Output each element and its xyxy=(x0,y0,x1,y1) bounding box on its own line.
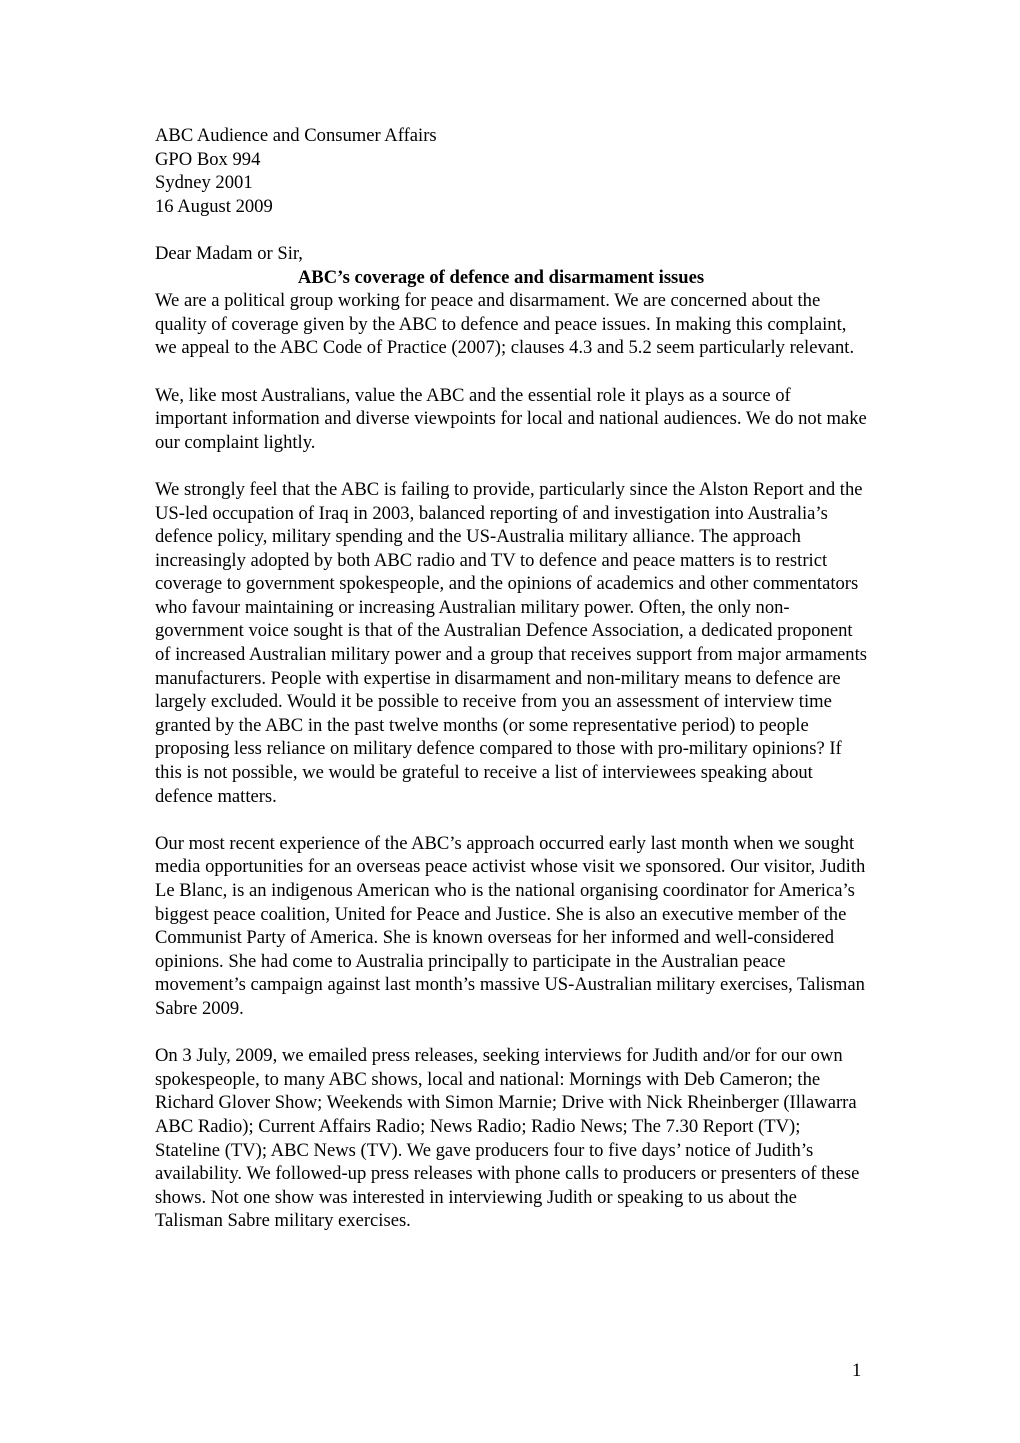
letter-page xyxy=(155,124,867,1233)
page-number: 1 xyxy=(852,1360,862,1381)
body-paragraph: Our most recent experience of the ABC’s approach occurred early last month when we sought media opportunities for an overseas peace activist whose visit we sponsored. Our visitor, Judith Le Blanc, is an indigenous American who is the national organising coordinator for America’s biggest peace coalition, United for Peace and Justice. She is also an executive member of the Communist Party of America. She is known overseas for her informed and well-considered opinions. She had come to Australia principally to participate in the Australian peace movement’s campaign against last month’s massive US-Australian military exercises, Talisman Sabre 2009. xyxy=(155,832,866,1019)
address-line-po-box: GPO Box 994 xyxy=(155,148,261,170)
salutation: Dear Madam or Sir, xyxy=(155,242,303,264)
body-paragraph: We, like most Australians, value the ABC and the essential role it plays as a source of important information and diverse viewpoints for local and national audiences. We do not make our complaint lightly. xyxy=(155,384,867,453)
letter-body xyxy=(155,289,867,1233)
letter-heading: ABC’s coverage of defence and disarmament issues xyxy=(297,266,705,288)
body-paragraph: We strongly feel that the ABC is failing to provide, particularly since the Alston Report and the US-led occupation of Iraq in 2003, balanced reporting of and investigation into Australia’s defence policy, military spending and the US-Australia military alliance. The approach increasingly adopted by both ABC radio and TV to defence and peace matters is to restrict coverage to government spokespeople, and the opinions of academics and other commentators who favour maintaining or increasing Australian military power. Often, the only non-government voice sought is that of the Australian Defence Association, a dedicated proponent of increased Australian military power and a group that receives support from major armaments manufacturers. People with expertise in disarmament and non-military means to defence are largely excluded. Would it be possible to receive from you an assessment of interview time granted by the ABC in the past twelve months (or some representative period) to people proposing less reliance on military defence compared to those with pro-military opinions? If this is not possible, we would be grateful to receive a list of interviewees speaking about defence matters. xyxy=(155,478,868,807)
letter-date: 16 August 2009 xyxy=(155,195,273,217)
address-line-city: Sydney 2001 xyxy=(155,172,253,194)
body-paragraph: On 3 July, 2009, we emailed press releases, seeking interviews for Judith and/or for our own spokespeople, to many ABC shows, local and national: Mornings with Deb Cameron; the Richard Glover Show; Weekends with Simon Marnie; Drive with Nick Rheinberger (Illawarra ABC Radio); Current Affairs Radio; News Radio; Radio News; The 7.30 Report (TV); Stateline (TV); ABC News (TV). We gave producers four to five days’ notice of Judith’s availability. We followed-up press releases with phone calls to producers or presenters of these shows. Not one show was interested in interviewing Judith or speaking to us about the Talisman Sabre military exercises. xyxy=(155,1045,860,1232)
recipient-address-block xyxy=(155,124,867,218)
body-paragraph: We are a political group working for peace and disarmament. We are concerned about the quality of coverage given by the ABC to defence and peace issues. In making this complaint, we appeal to the ABC Code of Practice (2007); clauses 4.3 and 5.2 seem particularly relevant. xyxy=(155,290,855,359)
address-line-recipient: ABC Audience and Consumer Affairs xyxy=(155,125,437,146)
